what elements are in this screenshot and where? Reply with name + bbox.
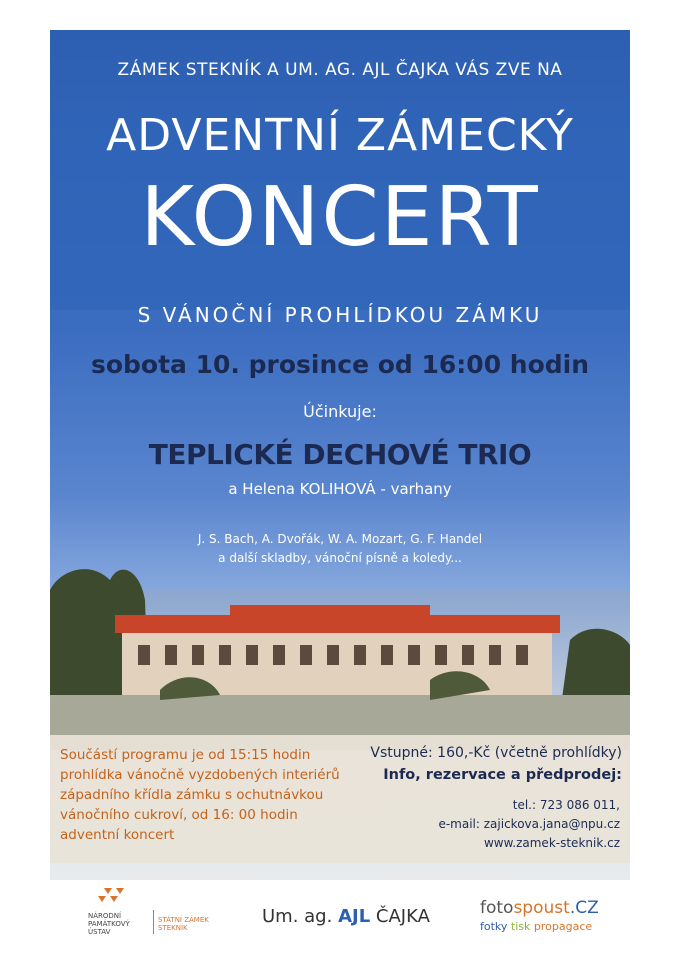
event-date: sobota 10. prosince od 16:00 hodin [90,350,590,379]
site-line: STÁTNÍ ZÁMEK [158,916,209,924]
logo-divider [153,910,154,934]
poster [50,30,630,880]
composers-line: J. S. Bach, A. Dvořák, W. A. Mozart, G. F. Handel [197,532,483,546]
fotospoust-tagline [480,920,592,933]
fotospoust-logo [480,898,599,918]
title-line-1: ADVENTNÍ ZÁMECKÝ [106,110,574,161]
spoust-part: spoust [513,898,570,918]
sponsor-name [262,906,430,927]
website: www.zamek-steknik.cz [483,836,620,850]
sponsor-highlight: AJL [338,906,371,927]
sponsor-suffix: ČAJKA [370,906,430,927]
program-line: západního křídla zámku s ochutnávkou [60,787,324,803]
foto-part: foto [480,898,514,918]
site-name [158,916,218,932]
performers-label: Účinkuje: [303,402,377,421]
tag-tisk: tisk [510,920,531,933]
cz-part: .CZ [569,898,599,918]
program-line: vánočního cukroví, od 16: 00 hodin [60,807,298,823]
npu-line: PAMÁTKOVÝ [88,920,130,928]
invitation-text: ZÁMEK STEKNÍK A UM. AG. AJL ČAJKA VÁS ZVE NA [117,60,563,80]
title-line-2: KONCERT [140,170,540,265]
tag-propagace: propagace [533,920,593,933]
program-line: Součástí programu je od 15:15 hodin [60,747,311,763]
info-heading: Info, rezervace a předprodej: [383,767,622,783]
phone: tel.: 723 086 011, [512,798,620,812]
npu-line: NÁRODNÍ [88,912,122,920]
program-other-line: a další skladby, vánoční písně a koledy... [218,551,462,565]
email: e-mail: zajickova.jana@npu.cz [438,817,620,831]
tag-fotky: fotky [480,920,508,933]
program-description [60,745,380,845]
program-line: prohlídka vánočně vyzdobených interiérů [60,767,340,783]
sponsor-prefix: Um. ag. [262,906,339,927]
site-line: STEKNÍK [158,924,188,932]
contact-block [438,796,620,853]
npu-name [88,912,148,936]
price-text: Vstupné: 160,-Kč (včetně prohlídky) [370,745,622,761]
program-line: adventní koncert [60,827,175,843]
castle-image [50,550,630,750]
npu-line: ÚSTAV [88,928,111,936]
guest-performer: a Helena KOLIHOVÁ - varhany [228,480,452,498]
ensemble-name: TEPLICKÉ DECHOVÉ TRIO [148,438,532,471]
npu-logo-icon [94,886,128,912]
subtitle: S VÁNOČNÍ PROHLÍDKOU ZÁMKU [137,303,543,327]
